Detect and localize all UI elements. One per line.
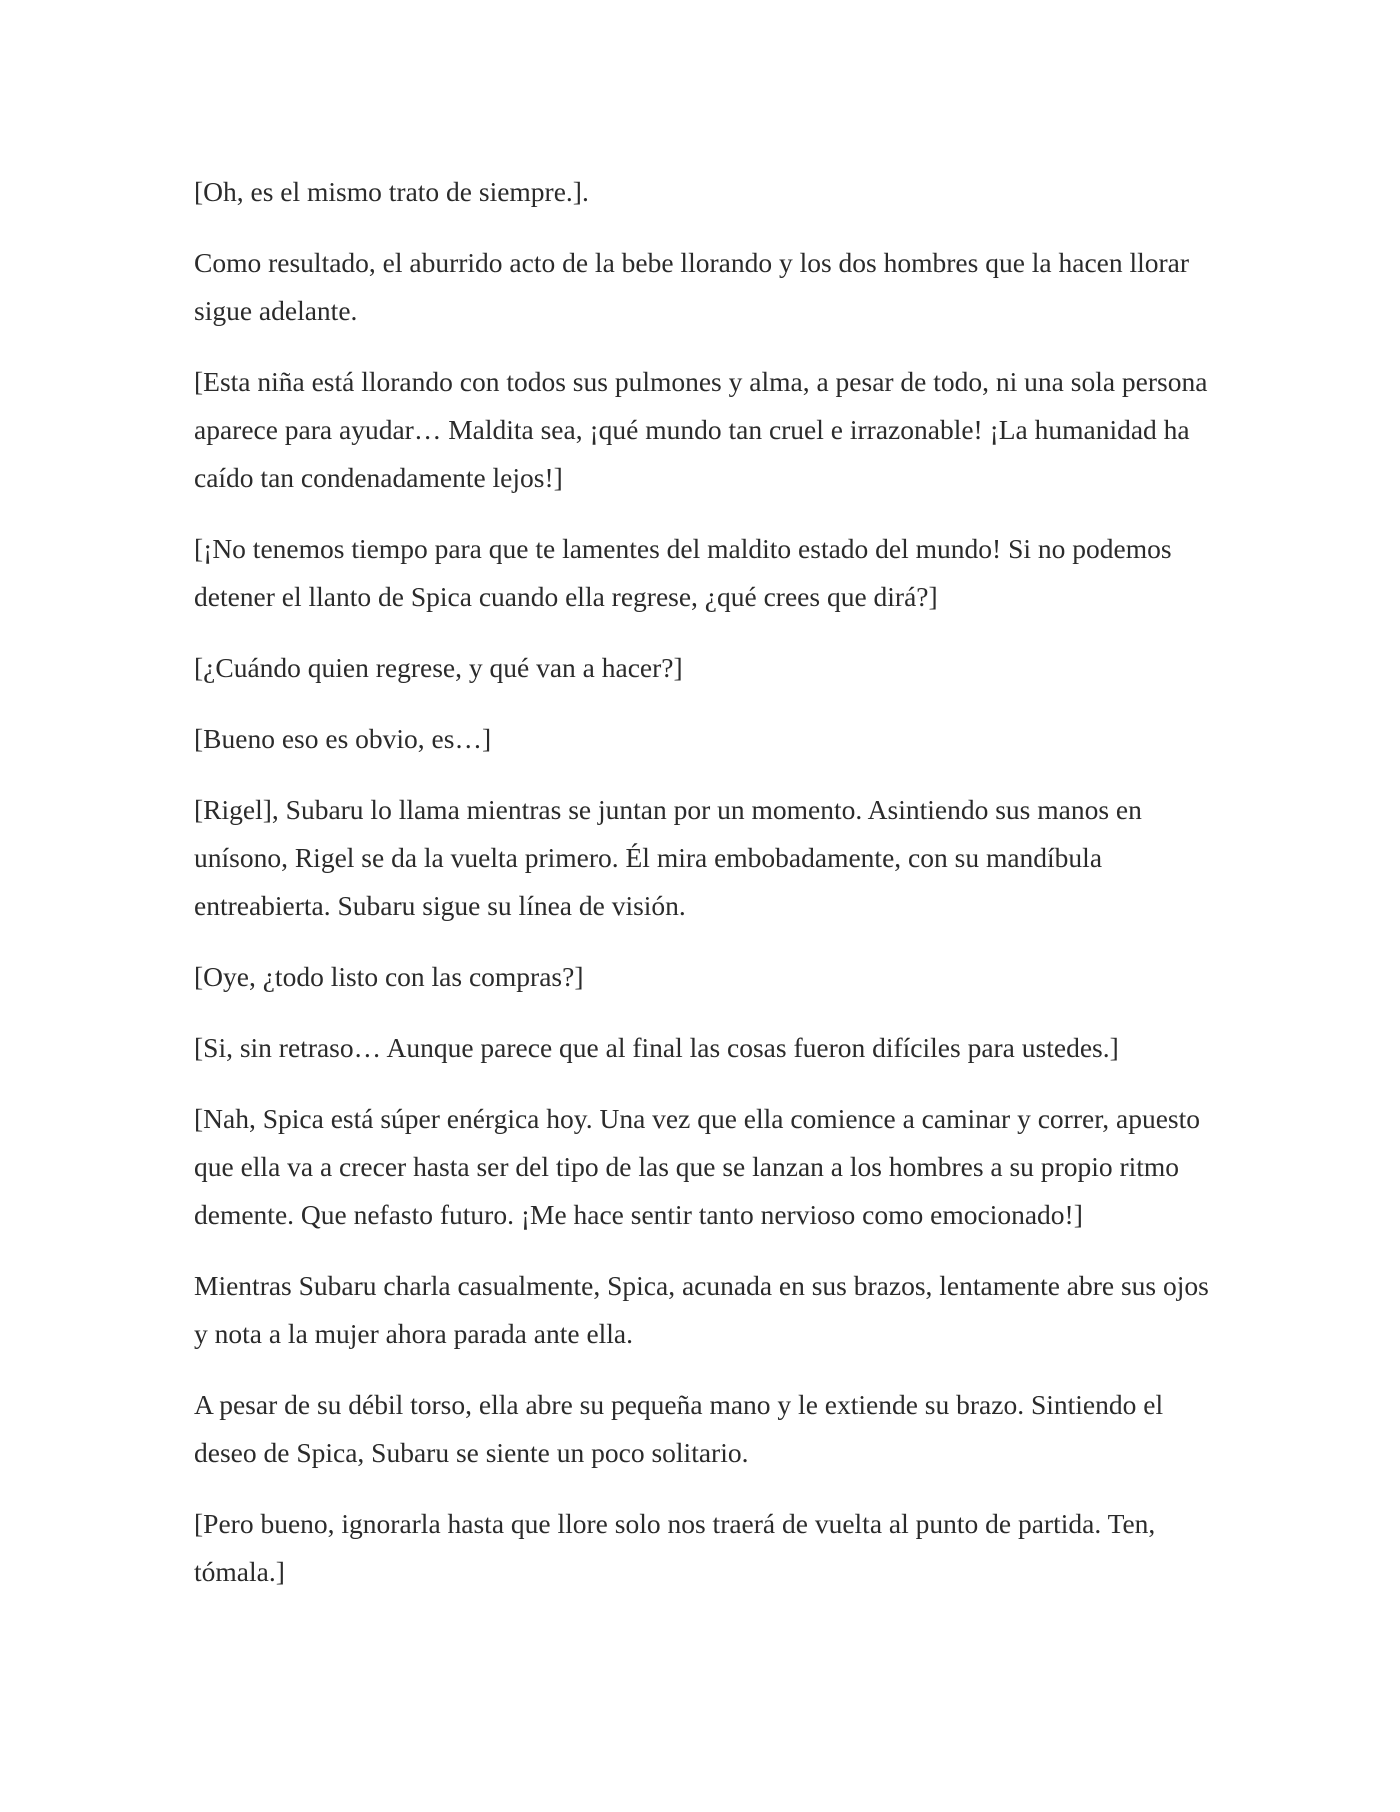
paragraph: Mientras Subaru charla casualmente, Spica, acunada en sus brazos, lentamente abre sus ojos y nota a la mujer ahora parada ante ella. [194, 1270, 1209, 1349]
paragraph: [Si, sin retraso… Aunque parece que al final las cosas fueron difíciles para ustedes.] [194, 1032, 1119, 1063]
paragraph: [Oh, es el mismo trato de siempre.]. [194, 176, 589, 207]
paragraph: Como resultado, el aburrido acto de la bebe llorando y los dos hombres que la hacen llorar sigue adelante. [194, 247, 1190, 326]
paragraph: [Pero bueno, ignorarla hasta que llore solo nos traerá de vuelta al punto de partida. Ten, tómala.] [194, 1508, 1156, 1587]
paragraph: [Bueno eso es obvio, es…] [194, 723, 492, 754]
paragraph: A pesar de su débil torso, ella abre su pequeña mano y le extiende su brazo. Sintiendo el deseo de Spica, Subaru se siente un poco solitario. [194, 1389, 1164, 1468]
paragraph: [Esta niña está llorando con todos sus pulmones y alma, a pesar de todo, ni una sola persona aparece para ayudar… Maldita sea, ¡qué mundo tan cruel e irrazonable! ¡La humanidad ha caído tan condenadamente lejos!] [194, 366, 1208, 493]
paragraph: [Oye, ¿todo listo con las compras?] [194, 961, 584, 992]
paragraph: [¿Cuándo quien regrese, y qué van a hacer?] [194, 652, 683, 683]
paragraph: [Rigel], Subaru lo llama mientras se juntan por un momento. Asintiendo sus manos en unísono, Rigel se da la vuelta primero. Él mira embobadamente, con su mandíbula entreabierta. Subaru sigue su línea de visión. [194, 794, 1142, 921]
paragraph: [¡No tenemos tiempo para que te lamentes del maldito estado del mundo! Si no podemos detener el llanto de Spica cuando ella regrese, ¿qué crees que dirá?] [194, 533, 1172, 612]
paragraph: [Nah, Spica está súper enérgica hoy. Una vez que ella comience a caminar y correr, apuesto que ella va a crecer hasta ser del tipo de las que se lanzan a los hombres a su propio ritmo demente. Que nefasto futuro. ¡Me hace sentir tanto nervioso como emocionado!] [194, 1103, 1201, 1230]
document-body [194, 168, 1214, 1619]
